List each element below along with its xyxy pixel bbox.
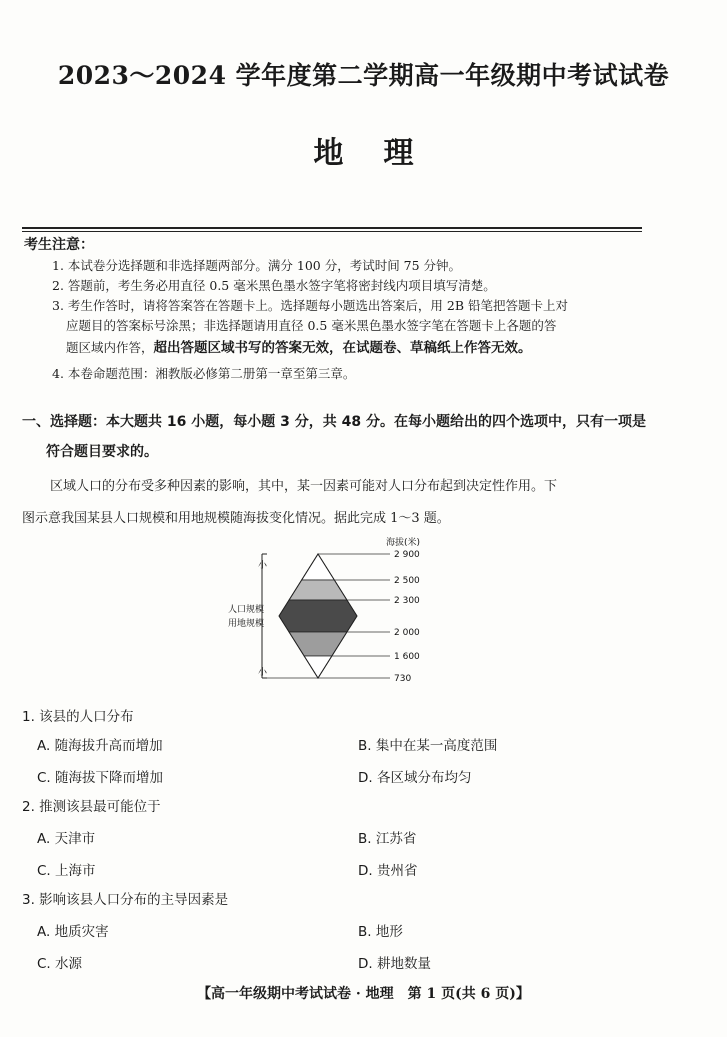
elevation-band-3: [279, 600, 357, 632]
q3-option-a[interactable]: A. 地质灾害: [37, 924, 109, 940]
q3-option-b[interactable]: B. 地形: [358, 924, 403, 940]
question-3-stem: 3. 影响该县人口分布的主导因素是: [22, 892, 229, 908]
question-2-stem: 2. 推测该县最可能位于: [22, 799, 161, 815]
q2-option-b[interactable]: B. 江苏省: [358, 831, 417, 847]
subject-title: [0, 128, 727, 172]
q1-option-c[interactable]: C. 随海拔下降而增加: [37, 770, 164, 786]
elevation-axis-label: 海拔(米): [386, 538, 421, 548]
population-elevation-diagram: [222, 534, 482, 686]
notice-item-3-cont: 应题目的答案标号涂黑；非选择题请用直径 0.5 毫米黑色墨水签字笔在答题卡上各题的答: [66, 318, 557, 333]
left-label-population: 人口规模: [228, 605, 265, 615]
elevation-tick-2: 2 500: [394, 576, 420, 586]
scale-top-small: 小: [258, 561, 268, 571]
elevation-tick-4: 2 000: [394, 628, 420, 638]
q1-option-a[interactable]: A. 随海拔升高而增加: [37, 738, 163, 754]
q2-option-c[interactable]: C. 上海市: [37, 863, 96, 879]
elevation-band-4: [289, 632, 347, 656]
divider-thick: [22, 227, 642, 229]
elevation-band-1: [302, 554, 335, 580]
section-heading: 一、选择题：本大题共 16 小题，每小题 3 分，共 48 分。在每小题给出的四个选项中，只有一项是: [22, 414, 646, 430]
notice-item-3-end-text: 题区域内作答，: [66, 340, 154, 355]
q3-option-c[interactable]: C. 水源: [37, 956, 83, 972]
notice-item-3-end: [66, 338, 666, 358]
q1-option-b[interactable]: B. 集中在某一高度范围: [358, 738, 498, 754]
scale-bottom-small: 小: [258, 668, 268, 678]
notice-warning: 超出答题区域书写的答案无效，在试题卷、草稿纸上作答无效。: [153, 340, 532, 356]
q2-option-a[interactable]: A. 天津市: [37, 831, 96, 847]
section-heading-cont: 符合题目要求的。: [46, 444, 158, 460]
elevation-tick-1: 2 900: [394, 550, 420, 560]
divider-thin: [22, 231, 642, 232]
notice-item-4: 4. 本卷命题范围：湘教版必修第二册第一章至第三章。: [52, 366, 356, 381]
elevation-band-2: [289, 580, 347, 600]
notice-item-2: 2. 答题前，考生务必用直径 0.5 毫米黑色墨水签字笔将密封线内项目填写清楚。: [52, 278, 496, 293]
notice-item-1: 1. 本试卷分选择题和非选择题两部分。满分 100 分，考试时间 75 分钟。: [52, 258, 462, 273]
exam-title: 2023～2024 学年度第二学期高一年级期中考试试卷: [57, 61, 670, 90]
q2-option-d[interactable]: D. 贵州省: [358, 863, 418, 879]
elevation-tick-6: 730: [394, 674, 412, 684]
page-footer: 【高一年级期中考试试卷 · 地理 第 1 页(共 6 页)】: [197, 986, 530, 1002]
q3-option-d[interactable]: D. 耕地数量: [358, 956, 431, 972]
elevation-tick-3: 2 300: [394, 596, 420, 606]
elevation-band-5: [304, 656, 332, 678]
notice-heading: 考生注意：: [24, 237, 94, 253]
passage-line-2: 图示意我国某县人口规模和用地规模随海拔变化情况。据此完成 1～3 题。: [22, 511, 450, 526]
passage-line-1: 区域人口的分布受多种因素的影响，其中，某一因素可能对人口分布起到决定性作用。下: [50, 479, 558, 494]
subject-char-2: 理: [383, 136, 414, 171]
left-label-land: 用地规模: [228, 619, 265, 629]
notice-item-3: 3. 考生作答时，请将答案答在答题卡上。选择题每小题选出答案后，用 2B 铅笔把答题卡上对: [52, 298, 568, 313]
q1-option-d[interactable]: D. 各区域分布均匀: [358, 770, 472, 786]
question-1-stem: 1. 该县的人口分布: [22, 709, 134, 725]
elevation-tick-5: 1 600: [394, 652, 420, 662]
subject-char-1: 地: [313, 136, 344, 171]
